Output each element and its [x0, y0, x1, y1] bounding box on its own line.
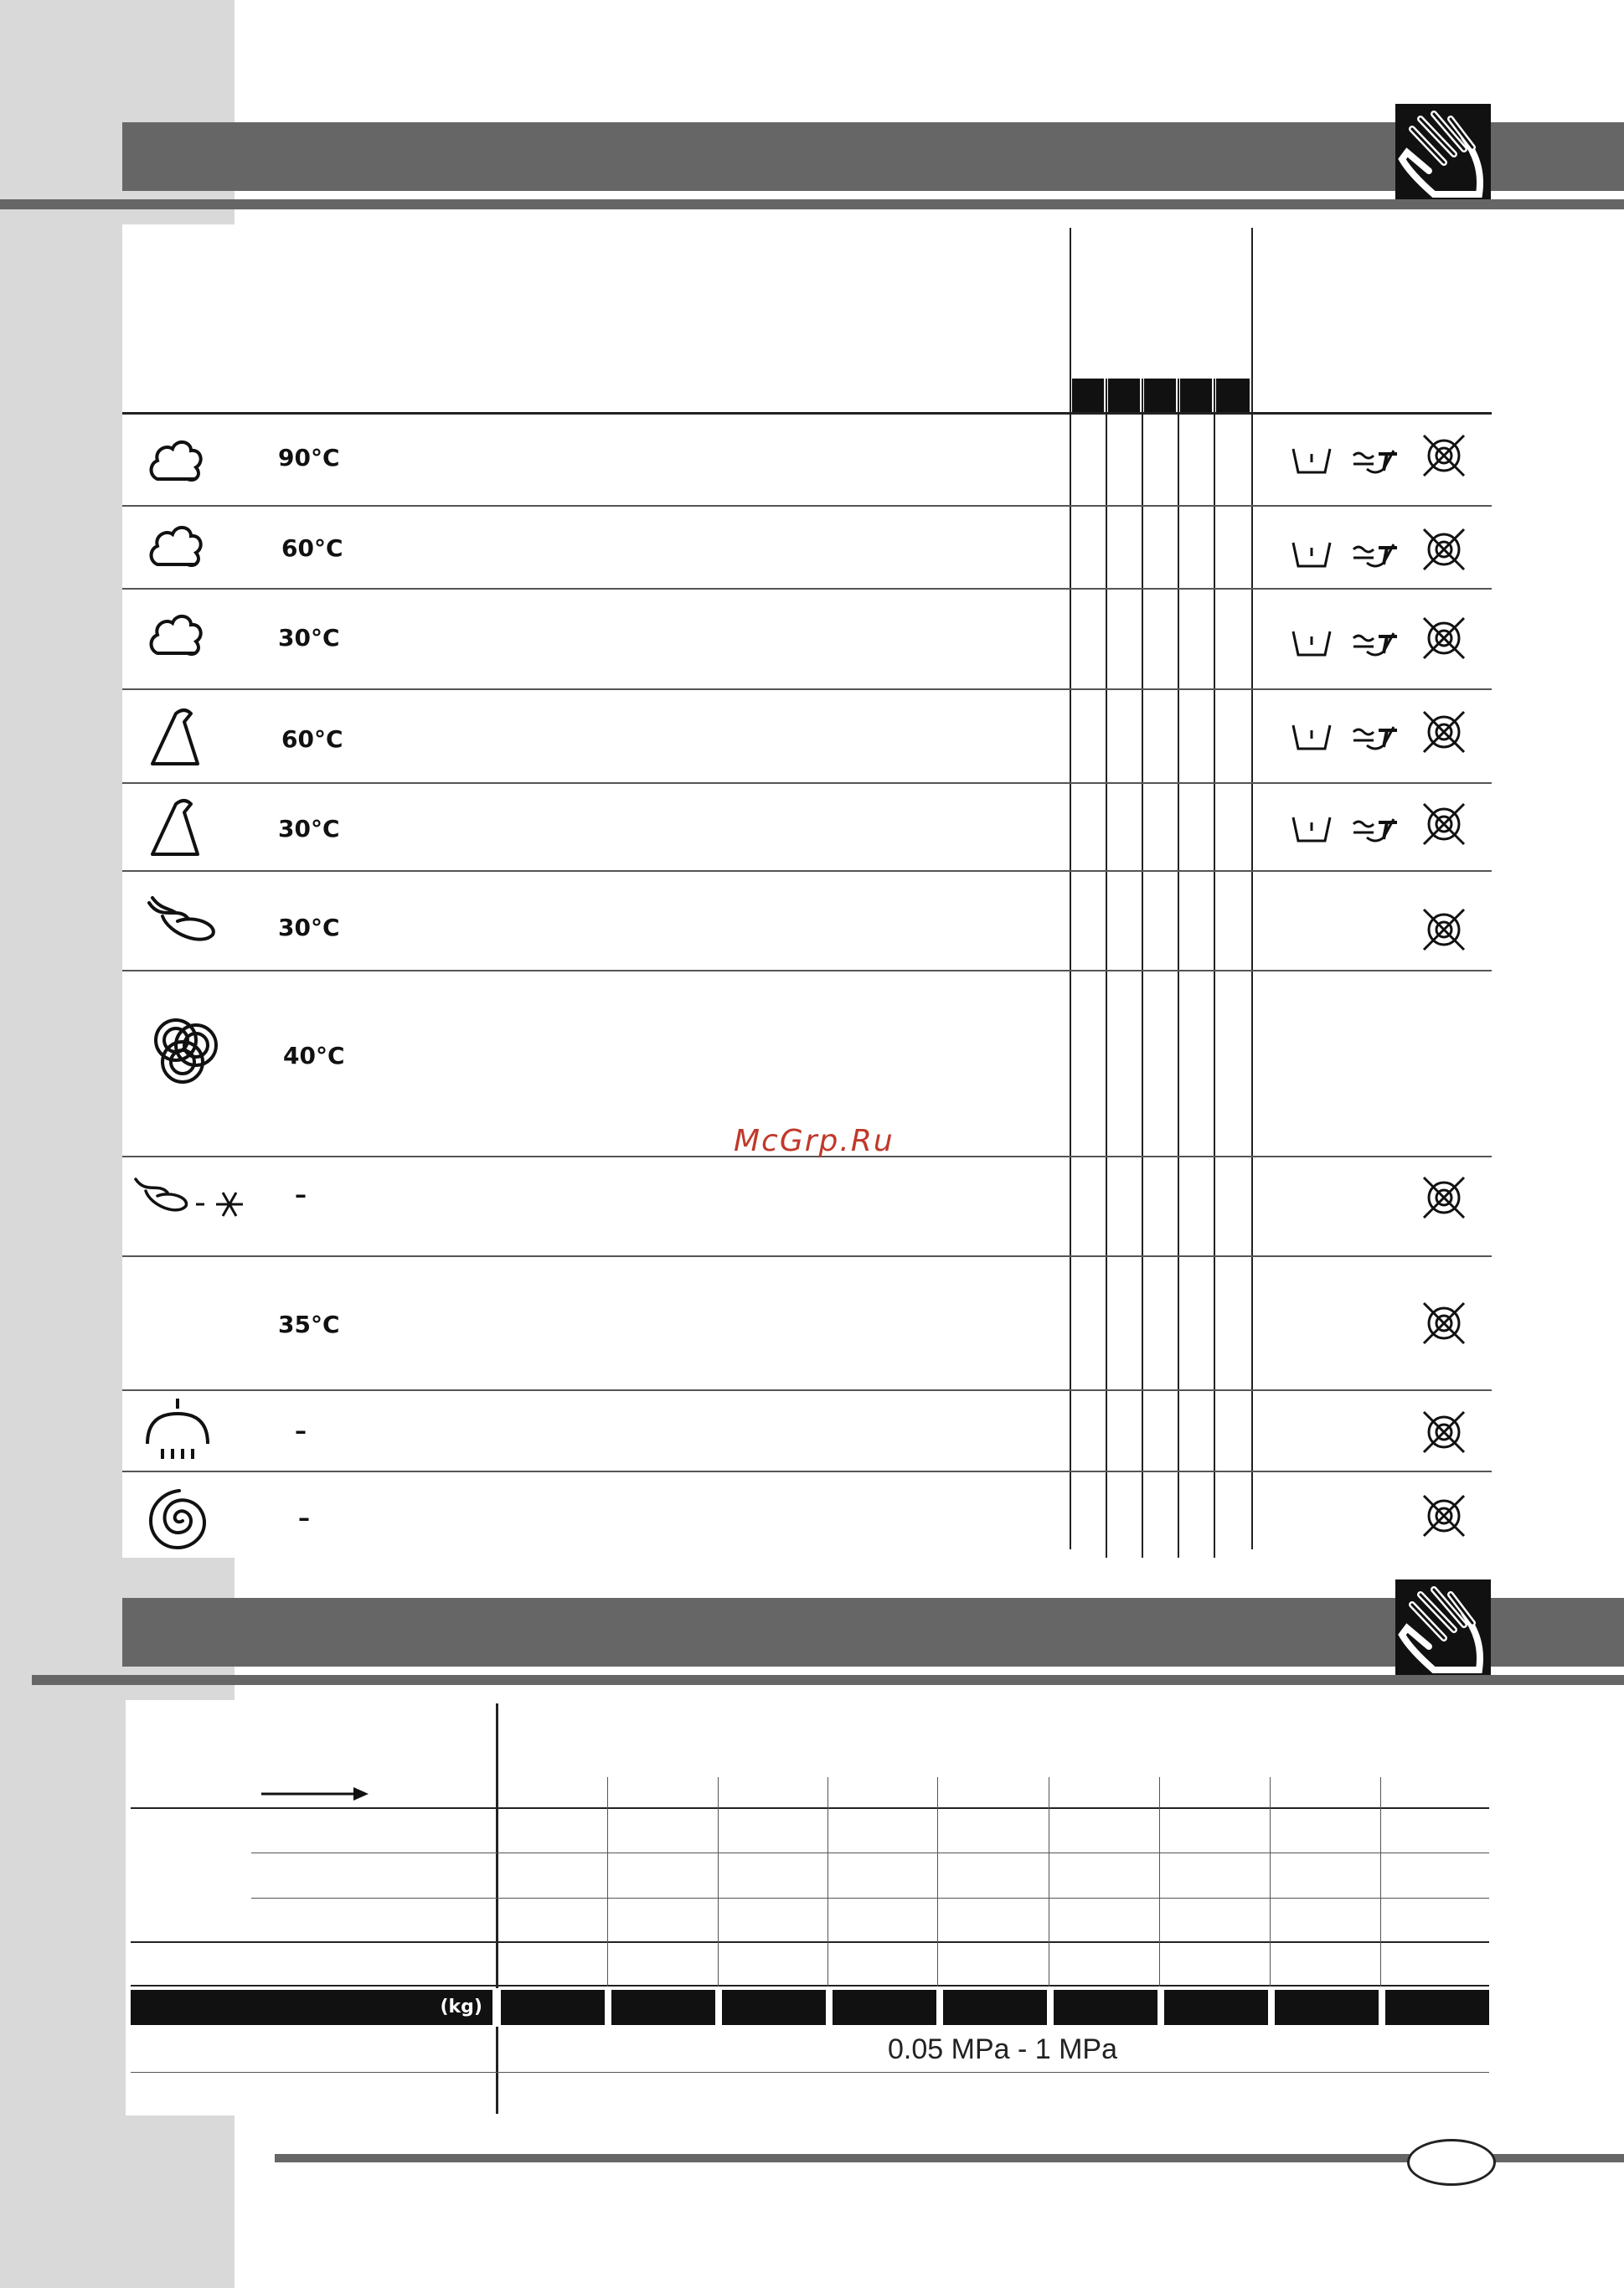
- spec-rule-thin: [251, 1898, 1489, 1899]
- program-temperature: –: [298, 1504, 310, 1532]
- kg-value-cell: [833, 1990, 936, 2025]
- row-separator: [122, 588, 1492, 590]
- delicates-cold-icon: [132, 1174, 250, 1228]
- rinse-hold-icon: [1350, 626, 1402, 660]
- water-pressure-value: 0.05 MPa - 1 MPa: [888, 2033, 1118, 2065]
- arrow-right-icon: [260, 1784, 370, 1804]
- row-separator: [122, 870, 1492, 872]
- column-header-cell: [1216, 379, 1250, 412]
- column-header-cell: [1108, 379, 1140, 412]
- program-temperature: –: [295, 1417, 307, 1445]
- no-spin-icon: [1420, 1300, 1467, 1347]
- no-spin-icon: [1420, 801, 1467, 848]
- spin-icon: [144, 1486, 214, 1556]
- no-spin-icon: [1420, 906, 1467, 953]
- hand-icon-box-top: [1395, 104, 1491, 199]
- program-temperature: –: [295, 1181, 307, 1208]
- rinse-hold-icon: [1350, 538, 1402, 571]
- row-separator: [122, 505, 1492, 507]
- spec-col-line: [1159, 1777, 1160, 1987]
- rinse-icon: [142, 1397, 213, 1467]
- row-separator: [122, 970, 1492, 971]
- row-separator: [122, 688, 1492, 690]
- hand-icon-box-bottom: [1395, 1579, 1491, 1675]
- watermark: McGrp.Ru: [734, 1124, 894, 1158]
- prewash-icon: [1290, 720, 1333, 754]
- rinse-hold-icon: [1350, 444, 1402, 477]
- no-spin-icon: [1420, 615, 1467, 662]
- program-temperature: 30°C: [278, 914, 340, 941]
- kg-value-cell: [1385, 1990, 1489, 2025]
- kg-label-cell: [131, 1990, 492, 2025]
- no-spin-icon: [1420, 1492, 1467, 1539]
- spec-col-line: [1270, 1777, 1271, 1987]
- spec-col-line: [718, 1777, 719, 1987]
- page-number-oval: [1407, 2139, 1496, 2186]
- program-temperature: 35°C: [278, 1311, 340, 1338]
- spec-rule: [131, 1985, 1489, 1987]
- kg-value-cell: [611, 1990, 715, 2025]
- col-line: [1214, 379, 1215, 1558]
- row-separator: [122, 1389, 1492, 1391]
- kg-value-cell: [943, 1990, 1047, 2025]
- spec-col-line: [607, 1777, 608, 1987]
- cotton-icon: [147, 610, 206, 663]
- program-temperature: 30°C: [278, 815, 340, 843]
- cotton-icon: [147, 521, 206, 575]
- no-spin-icon: [1420, 526, 1467, 573]
- no-spin-icon: [1420, 709, 1467, 755]
- wash-table: [122, 224, 1492, 1558]
- options-group: [1290, 615, 1474, 665]
- no-spin-icon: [1420, 1409, 1467, 1456]
- synthetics-icon: [147, 705, 203, 772]
- spec-table: [126, 1700, 1491, 2115]
- options-group: [1290, 709, 1474, 759]
- row-separator: [122, 1471, 1492, 1472]
- kg-value-cell: [501, 1990, 605, 2025]
- col-line: [1106, 379, 1107, 1558]
- rinse-hold-icon: [1350, 720, 1402, 754]
- row-separator: [122, 782, 1492, 784]
- kg-value-cell: [722, 1990, 826, 2025]
- column-header-cell: [1144, 379, 1176, 412]
- cotton-icon: [147, 435, 206, 489]
- prewash-icon: [1290, 626, 1333, 660]
- kg-value-cell: [1275, 1990, 1379, 2025]
- hand-icon: [1395, 1579, 1491, 1675]
- col-line: [1251, 228, 1253, 1549]
- program-temperature: 60°C: [281, 725, 343, 753]
- spec-col-line: [827, 1777, 828, 1987]
- prewash-icon: [1290, 538, 1333, 571]
- spec-divider: [496, 1703, 498, 2114]
- program-temperature: 30°C: [278, 624, 340, 652]
- col-line: [1142, 379, 1143, 1558]
- spec-col-line: [1380, 1777, 1381, 1987]
- synthetics-icon: [147, 796, 203, 863]
- wool-icon: [151, 1015, 223, 1089]
- spec-rule-thin: [131, 2072, 1489, 2073]
- prewash-icon: [1290, 812, 1333, 846]
- column-header-cell: [1072, 379, 1104, 412]
- no-spin-icon: [1420, 432, 1467, 479]
- program-temperature: 90°C: [278, 444, 340, 472]
- program-temperature: 60°C: [281, 534, 343, 562]
- kg-value-cell: [1164, 1990, 1268, 2025]
- kg-value-cell: [1054, 1990, 1157, 2025]
- options-group: [1290, 801, 1474, 851]
- row-separator: [122, 1255, 1492, 1257]
- wash-table-header-rule: [122, 412, 1492, 415]
- kg-row: [131, 1988, 1489, 2027]
- section-header-rule-bottom: [32, 1675, 1624, 1685]
- hand-icon: [1395, 104, 1491, 199]
- spec-rule: [131, 1807, 1489, 1809]
- rinse-hold-icon: [1350, 812, 1402, 846]
- options-group: [1290, 526, 1474, 576]
- delicates-icon: [144, 896, 219, 953]
- spec-rule: [131, 1941, 1489, 1943]
- kg-label: (kg): [440, 1997, 482, 2017]
- col-line: [1070, 228, 1071, 1549]
- no-spin-icon: [1420, 1174, 1467, 1221]
- program-temperature: 40°C: [283, 1042, 345, 1069]
- section-header-rule-top: [0, 199, 1624, 209]
- col-line: [1178, 379, 1179, 1558]
- prewash-icon: [1290, 444, 1333, 477]
- column-header-cell: [1180, 379, 1212, 412]
- options-group: [1290, 432, 1474, 482]
- spec-col-line: [937, 1777, 938, 1987]
